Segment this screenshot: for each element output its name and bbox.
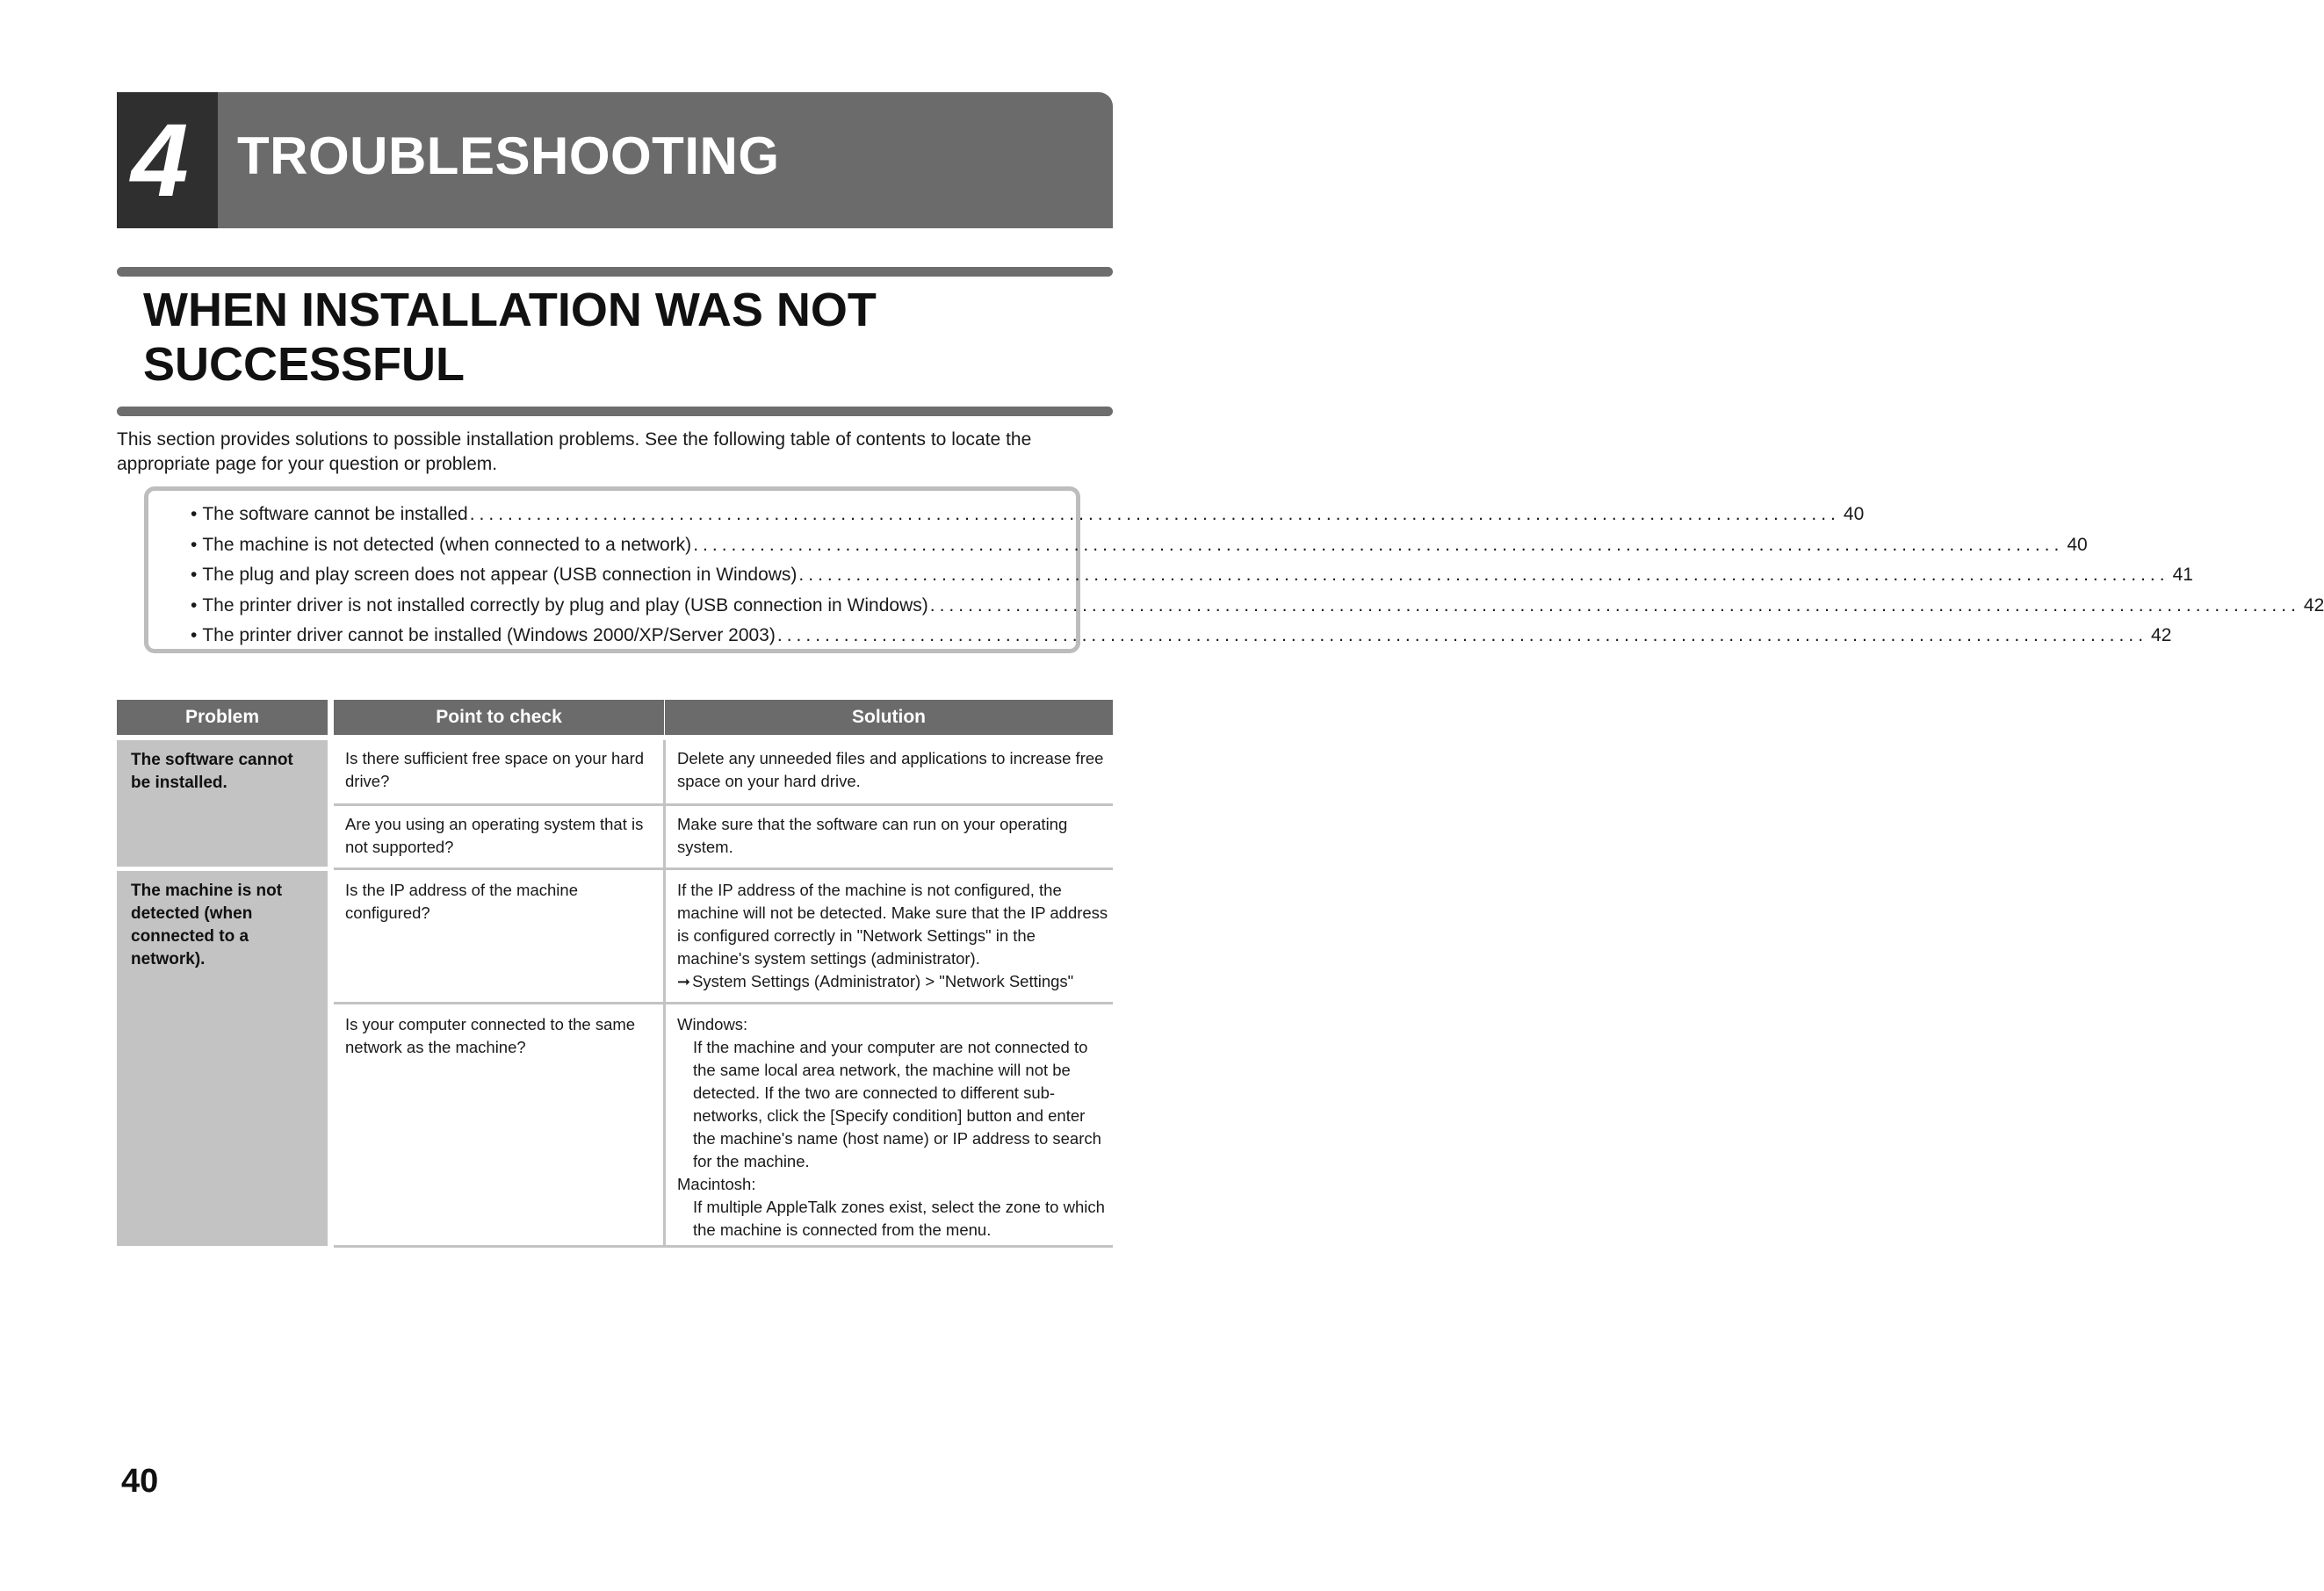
toc-leader-dots: ................................................................................................................................................ (929, 594, 2300, 616)
row-divider (334, 1002, 1113, 1004)
row-divider (334, 867, 1113, 870)
point-to-check-cell: Is your computer connected to the same network as the machine? (345, 1015, 636, 1056)
toc-item-text: The software cannot be installed (202, 504, 468, 524)
point-to-check-cell: Are you using an operating system that is not supported? (345, 815, 644, 856)
point-to-check-cell: Is there sufficient free space on your hard drive? (345, 749, 645, 790)
toc-item[interactable] (191, 621, 2172, 652)
toc-bullet: • (191, 565, 198, 586)
toc-page-number: 42 (2151, 625, 2172, 646)
toc-leader-dots: ................................................................................................................................................ (469, 504, 1840, 524)
toc-bullet: • (191, 594, 198, 616)
header-problem: Problem (117, 700, 328, 735)
row-divider (334, 803, 1113, 806)
windows-label: Windows: (677, 1015, 748, 1033)
toc-page-number: 40 (1843, 504, 1865, 524)
toc-bullet: • (191, 534, 198, 555)
settings-reference (677, 970, 1111, 993)
toc-item-text: The printer driver cannot be installed (Windows 2000/XP/Server 2003) (202, 625, 776, 646)
header-point-to-check: Point to check (334, 700, 664, 735)
header-solution: Solution (665, 700, 1113, 735)
chapter-title: TROUBLESHOOTING (237, 126, 780, 185)
problem-cell: The machine is not detected (when connected to a network). (117, 871, 328, 1246)
windows-solution-text: If the machine and your computer are not connected to the same local area network, the machine will not be detected. If the two are connected to different sub-networks, click the [Specify condition] button and enter the machine's name (host name) or IP address to search for the machine. (693, 1038, 1101, 1170)
toc-page-number: 41 (2172, 565, 2193, 586)
chapter-number-box (117, 92, 218, 228)
toc-item-text: The machine is not detected (when connected to a network) (202, 534, 692, 555)
section-title (143, 283, 1074, 392)
toc-item-text: The printer driver is not installed correctly by plug and play (USB connection in Windows) (202, 594, 928, 616)
toc-box (144, 486, 2324, 653)
solution-cell (677, 1013, 1111, 1242)
macintosh-solution-text: If multiple AppleTalk zones exist, select the zone to which the machine is connected from the menu. (693, 1198, 1105, 1239)
intro-paragraph: This section provides solutions to possible installation problems. See the following table of contents to locate the appropriate page for your question or problem. (117, 429, 1032, 474)
toc-item-text: The plug and play screen does not appear (USB connection in Windows) (202, 565, 798, 586)
macintosh-label: Macintosh: (677, 1175, 756, 1193)
solution-cell: Delete any unneeded files and applications to increase free space on your hard drive. (677, 749, 1104, 790)
solution-cell: Make sure that the software can run on your operating system. (677, 815, 1068, 856)
toc-page-number: 40 (2067, 534, 2088, 555)
toc-item[interactable] (191, 530, 2088, 561)
solution-cell (677, 879, 1111, 993)
toc-leader-dots: ................................................................................................................................................ (798, 565, 2169, 586)
chapter-banner (117, 92, 1113, 228)
toc-bullet: • (191, 504, 198, 524)
toc-leader-dots: ................................................................................................................................................ (776, 625, 2148, 646)
toc-list (191, 500, 2324, 652)
solution-text: If the IP address of the machine is not configured, the machine will not be detected. Make sure that the IP address is configured correctly in "Network Settings" in the machine's system settings (administrator). (677, 881, 1108, 968)
section-title-line2: SUCCESSFUL (143, 338, 466, 391)
toc-page-number: 42 (2303, 594, 2324, 616)
section-rule-top (117, 267, 1113, 277)
point-to-check-cell: Is the IP address of the machine configured? (345, 881, 578, 922)
page-number: 40 (121, 1463, 159, 1500)
section-title-line1: WHEN INSTALLATION WAS NOT (143, 284, 877, 336)
toc-item[interactable] (191, 500, 1865, 530)
row-divider (334, 1245, 1113, 1248)
toc-item[interactable] (191, 560, 2193, 591)
toc-item[interactable] (191, 591, 2324, 622)
settings-path: System Settings (Administrator) > "Network Settings" (692, 972, 1074, 990)
toc-leader-dots: ................................................................................................................................................ (693, 534, 2064, 555)
toc-bullet: • (191, 625, 198, 646)
problem-cell: The software cannot be installed. (117, 740, 328, 867)
arrow-right-icon: ➞ (677, 973, 691, 990)
column-divider (663, 740, 666, 1246)
chapter-number: 4 (131, 103, 189, 219)
section-rule-bottom (117, 407, 1113, 416)
